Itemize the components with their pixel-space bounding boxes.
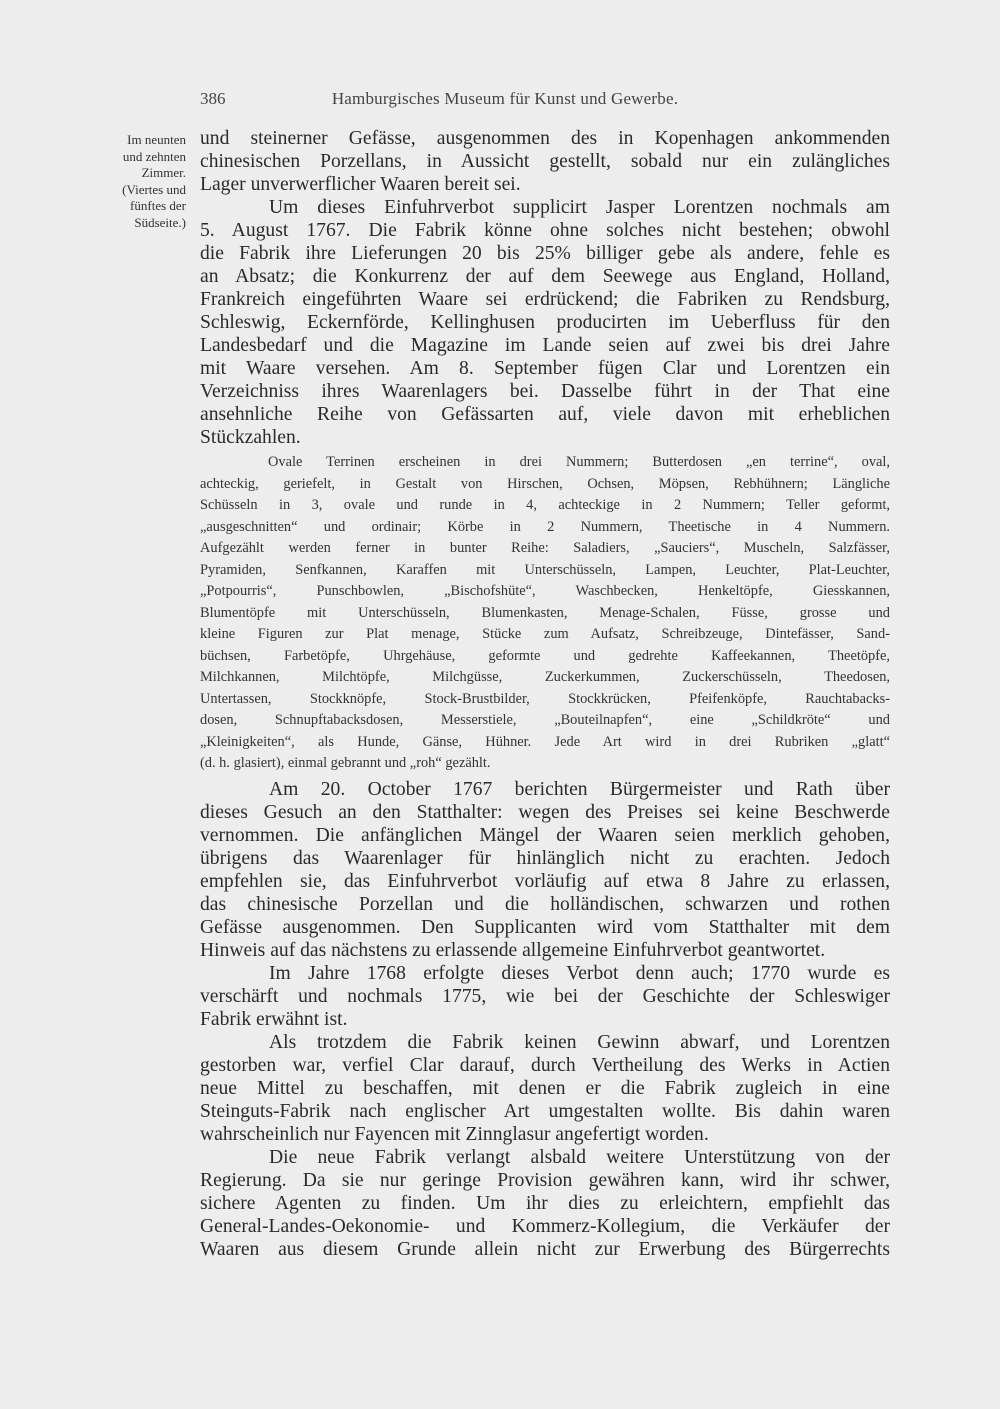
small-text-line: „Kleinigkeiten“, als Hunde, Gänse, Hühner. Jede Art wird in drei Rubriken „glatt“ bbox=[200, 733, 890, 750]
text-line: Lager unverwerflicher Waaren bereit sei. bbox=[200, 174, 521, 195]
small-text-line: (d. h. glasiert), einmal gebrannt und „roh“ gezählt. bbox=[200, 755, 491, 771]
text-line: Hinweis auf das nächstens zu erlassende allgemeine Einfuhrverbot geantwortet. bbox=[200, 939, 826, 961]
paragraph-1 bbox=[200, 127, 890, 196]
text-line: General-Landes-Oekonomie- und Kommerz-Kollegium, die Verkäufer der bbox=[200, 1215, 890, 1237]
margin-note-line: Zimmer. bbox=[141, 165, 186, 180]
text-line: chinesischen Porzellans, in Aussicht gestellt, sobald nur ein zulängliches bbox=[200, 151, 890, 172]
text-line: vernommen. Die anfänglichen Mängel der Waaren seien merklich gehoben, bbox=[200, 824, 890, 846]
text-line: Gefässe ausgenommen. Den Supplicanten wird vom Statthalter mit dem bbox=[200, 916, 890, 938]
margin-note-line: fünftes der bbox=[130, 198, 186, 213]
margin-note-line: (Viertes und bbox=[122, 181, 186, 197]
inventory-list-paragraph bbox=[200, 452, 890, 775]
text-line: Am 20. October 1767 berichten Bürgermeister und Rath über bbox=[269, 778, 890, 800]
small-text-line: Schüsseln in 3, ovale und runde in 4, achteckige in 2 Nummern; Teller geformt, bbox=[200, 497, 890, 513]
small-text-line: „Potpourris“, Punschbowlen, „Bischofshüte“, Waschbecken, Henkeltöpfe, Giesskannen, bbox=[200, 583, 890, 599]
text-line: wahrscheinlich nur Fayencen mit Zinnglasur angefertigt worden. bbox=[200, 1123, 709, 1145]
text-line: Verzeichniss ihres Waarenlagers bei. Dasselbe führt in der That eine bbox=[200, 381, 890, 402]
text-line: Regierung. Da sie nur geringe Provision gewähren kann, wird ihr schwer, bbox=[200, 1169, 890, 1191]
text-line: das chinesische Porzellan und die holländischen, schwarzen und rothen bbox=[200, 893, 890, 915]
small-text-line: Ovale Terrinen erscheinen in drei Nummern; Butterdosen „en terrine“, oval, bbox=[268, 454, 890, 470]
small-text-line: büchsen, Farbetöpfe, Uhrgehäuse, geformte und gedrehte Kaffeekannen, Theetöpfe, bbox=[200, 647, 890, 664]
text-line: Stückzahlen. bbox=[200, 427, 301, 448]
text-line: und steinerner Gefässe, ausgenommen des in Kopenhagen ankommenden bbox=[200, 128, 890, 149]
text-line: Landesbedarf und die Magazine im Lande seien auf zwei bis drei Jahre bbox=[200, 335, 890, 356]
page-number: 386 bbox=[200, 89, 226, 108]
margin-note-line: Südseite.) bbox=[134, 214, 186, 230]
small-text-line: Pyramiden, Senfkannen, Karaffen mit Unterschüsseln, Lampen, Leuchter, Plat-Leuchter, bbox=[200, 561, 890, 578]
small-text-line: Milchkannen, Milchtöpfe, Milchgüsse, Zuckerkummen, Zuckerschüsseln, Theedosen, bbox=[200, 669, 890, 685]
text-line: Frankreich eingeführten Waare sei erdrückend; die Fabriken zu Rendsburg, bbox=[200, 289, 890, 310]
small-text-line: Blumentöpfe mit Unterschüsseln, Blumenkasten, Menage-Schalen, Füsse, grosse und bbox=[200, 604, 890, 621]
text-line: empfehlen sie, das Einfuhrverbot vorläufig auf etwa 8 Jahre zu erlassen, bbox=[200, 870, 890, 892]
text-line: Um dieses Einfuhrverbot supplicirt Jasper Lorentzen nochmals am bbox=[269, 197, 890, 218]
paragraph-6 bbox=[200, 1146, 890, 1261]
text-line: verschärft und nochmals 1775, wie bei der Geschichte der Schleswiger bbox=[200, 985, 890, 1007]
text-line: Die neue Fabrik verlangt alsbald weitere Unterstützung von der bbox=[269, 1146, 890, 1168]
paragraph-2 bbox=[200, 196, 890, 449]
running-title: Hamburgisches Museum für Kunst und Gewerbe. bbox=[331, 89, 679, 108]
small-text-line: kleine Figuren zur Plat menage, Stücke zum Aufsatz, Schreibzeuge, Dintefässer, Sand- bbox=[200, 626, 890, 642]
paragraph-3 bbox=[200, 778, 890, 962]
small-text-line: achteckig, geriefelt, in Gestalt von Hirschen, Ochsen, Möpsen, Rebhühnern; Längliche bbox=[200, 475, 890, 492]
text-line: gestorben war, verfiel Clar darauf, durch Vertheilung des Werks in Actien bbox=[200, 1054, 890, 1076]
text-line: dieses Gesuch an den Statthalter: wegen des Preises sei keine Beschwerde bbox=[200, 801, 890, 823]
text-line: an Absatz; die Konkurrenz der auf dem Seewege aus England, Holland, bbox=[200, 266, 890, 287]
margin-note bbox=[68, 132, 186, 231]
text-line: Fabrik erwähnt ist. bbox=[200, 1008, 348, 1030]
page-header bbox=[200, 89, 750, 109]
small-text-line: Aufgezählt werden ferner in bunter Reihe: Saladiers, „Sauciers“, Muscheln, Salzfässer, bbox=[200, 540, 890, 556]
text-line: Im Jahre 1768 erfolgte dieses Verbot denn auch; 1770 wurde es bbox=[269, 962, 890, 984]
paragraph-5 bbox=[200, 1031, 890, 1146]
text-line: übrigens das Waarenlager für hinlänglich nicht zu erachten. Jedoch bbox=[200, 847, 890, 869]
text-line: Schleswig, Eckernförde, Kellinghusen producirten im Ueberfluss für den bbox=[200, 312, 890, 333]
text-line: mit Waare versehen. Am 8. September fügen Clar und Lorentzen ein bbox=[200, 358, 890, 379]
body-text bbox=[200, 127, 890, 1261]
text-line: sichere Agenten zu finden. Um ihr dies zu erleichtern, empfiehlt das bbox=[200, 1192, 890, 1214]
text-line: ansehnliche Reihe von Gefässarten auf, viele davon mit erheblichen bbox=[200, 404, 890, 425]
paragraph-4 bbox=[200, 962, 890, 1031]
text-line: Als trotzdem die Fabrik keinen Gewinn abwarf, und Lorentzen bbox=[269, 1031, 890, 1053]
small-text-line: dosen, Schnupftabacksdosen, Messerstiele, „Bouteilnapfen“, eine „Schildkröte“ und bbox=[200, 712, 890, 728]
text-line: Waaren aus diesem Grunde allein nicht zur Erwerbung des Bürgerrechts bbox=[200, 1238, 890, 1260]
text-line: Steinguts-Fabrik nach englischer Art umgestalten wollte. Bis dahin waren bbox=[200, 1100, 890, 1122]
margin-note-line: und zehnten bbox=[122, 148, 186, 164]
small-text-line: Untertassen, Stockknöpfe, Stock-Brustbilder, Stockkrücken, Pfeifenköpfe, Rauchtabacks- bbox=[200, 690, 890, 707]
text-line: die Fabrik ihre Lieferungen 20 bis 25% billiger gebe als andere, fehle es bbox=[200, 243, 890, 264]
text-line: 5. August 1767. Die Fabrik könne ohne solches nicht bestehen; obwohl bbox=[200, 220, 890, 241]
small-text-line: „ausgeschnitten“ und ordinair; Körbe in 2 Nummern, Theetische in 4 Nummern. bbox=[200, 518, 890, 535]
margin-note-line: Im neunten bbox=[127, 132, 186, 147]
text-line: neue Mittel zu beschaffen, mit denen er die Fabrik zugleich in eine bbox=[200, 1077, 890, 1099]
